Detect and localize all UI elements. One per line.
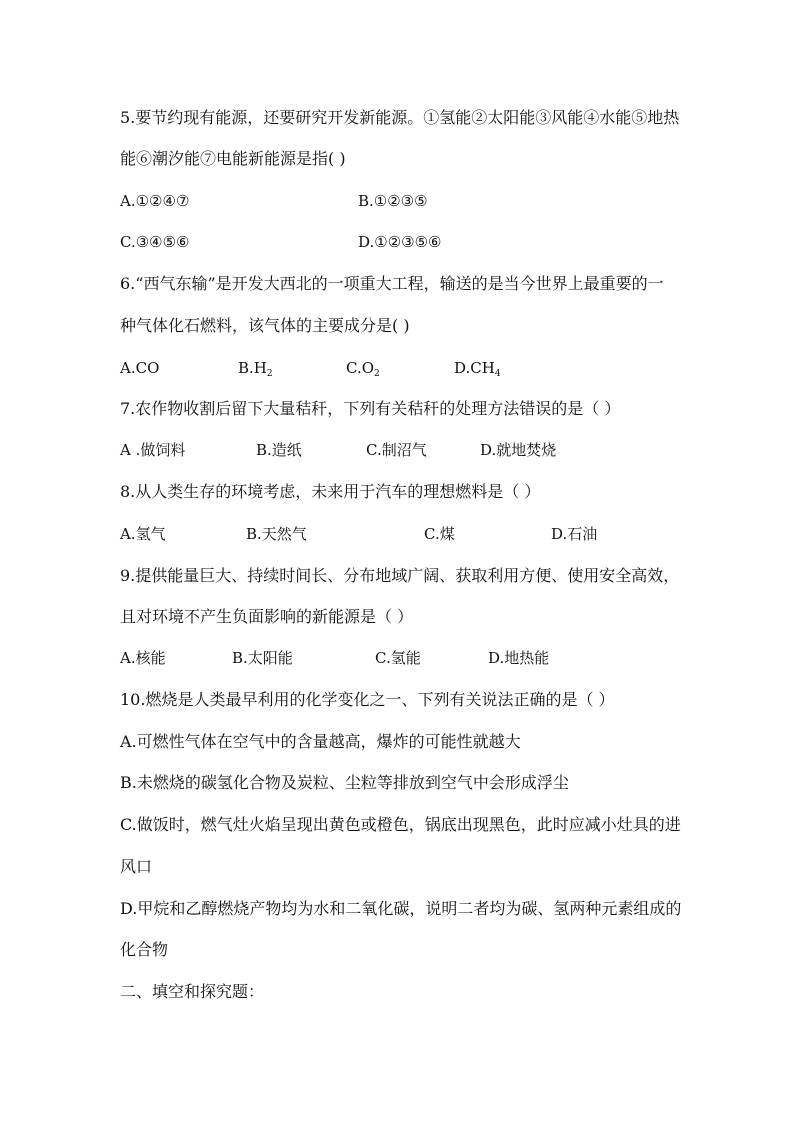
q7-option-d: D.就地焚烧	[480, 441, 557, 459]
q9-option-d: D.地热能	[488, 649, 550, 667]
q6-option-a: A.CO	[120, 359, 160, 377]
q7-stem: 7.农作物收割后留下大量秸秆，下列有关秸秆的处理方法错误的是（ ）	[120, 399, 621, 418]
q8-option-b: B.天然气	[246, 525, 307, 543]
q7-option-b: B.造纸	[256, 441, 302, 459]
q8-stem: 8.从人类生存的环境考虑，未来用于汽车的理想燃料是（ ）	[120, 482, 541, 501]
q9-stem-line1: 9.提供能量巨大、持续时间长、分布地域广阔、获取利用方便、使用安全高效，	[120, 566, 680, 585]
q6-option-c-text: C.O	[346, 359, 375, 377]
q6-stem-line1: 6.“西气东输”是开发大西北的一项重大工程，输送的是当今世界上最重要的一	[120, 274, 664, 293]
section-2-heading: 二、填空和探究题：	[120, 982, 265, 1001]
q10-stem: 10.燃烧是人类最早利用的化学变化之一、下列有关说法正确的是（ ）	[120, 690, 615, 709]
q9-option-c: C.氢能	[375, 649, 421, 667]
q10-option-d-line1: D.甲烷和乙醇燃烧产物均为水和二氧化碳，说明二者均为碳、氢两种元素组成的	[120, 899, 682, 918]
q10-option-d-line2: 化合物	[120, 940, 169, 959]
q6-option-d-subscript: 4	[494, 369, 501, 379]
q5-option-d: D.①②③⑤⑥	[358, 233, 442, 251]
q9-option-b: B.太阳能	[232, 649, 293, 667]
q6-option-b-text: B.H	[238, 359, 267, 377]
q6-option-c-subscript: 2	[374, 369, 380, 379]
q10-option-b: B.未燃烧的碳氢化合物及炭粒、尘粒等排放到空气中会形成浮尘	[120, 773, 569, 792]
q8-option-d: D.石油	[551, 525, 598, 543]
q10-option-c-line1: C.做饭时，燃气灶火焰呈现出黄色或橙色，锅底出现黑色，此时应减小灶具的进	[120, 815, 681, 834]
q5-stem-line2: 能⑥潮汐能⑦电能新能源是指( )	[120, 149, 346, 168]
q7-option-c: C.制沼气	[366, 441, 427, 459]
q9-option-a: A.核能	[120, 649, 166, 667]
q8-option-c: C.煤	[424, 525, 455, 543]
q6-option-c	[346, 358, 380, 384]
q6-stem-line2: 种气体化石燃料，该气体的主要成分是( )	[120, 316, 410, 335]
q8-option-a: A.氢气	[120, 525, 166, 543]
q6-option-d	[454, 358, 501, 384]
q7-option-a: A .做饲料	[120, 441, 186, 459]
q5-option-c: C.③④⑤⑥	[120, 233, 190, 251]
q6-option-b	[238, 358, 273, 384]
q9-stem-line2: 且对环境不产生负面影响的新能源是（ ）	[120, 607, 414, 626]
q5-option-a: A.①②④⑦	[120, 192, 190, 210]
q6-option-b-subscript: 2	[266, 369, 273, 379]
q5-stem-line1: 5.要节约现有能源，还要研究开发新能源。①氢能②太阳能③风能④水能⑤地热	[120, 108, 680, 127]
q10-option-c-line2: 风口	[120, 857, 153, 876]
q10-option-a: A.可燃性气体在空气中的含量越高，爆炸的可能性就越大	[120, 732, 521, 751]
q6-option-d-text: D.CH	[454, 359, 495, 377]
q5-option-b: B.①②③⑤	[358, 192, 428, 210]
